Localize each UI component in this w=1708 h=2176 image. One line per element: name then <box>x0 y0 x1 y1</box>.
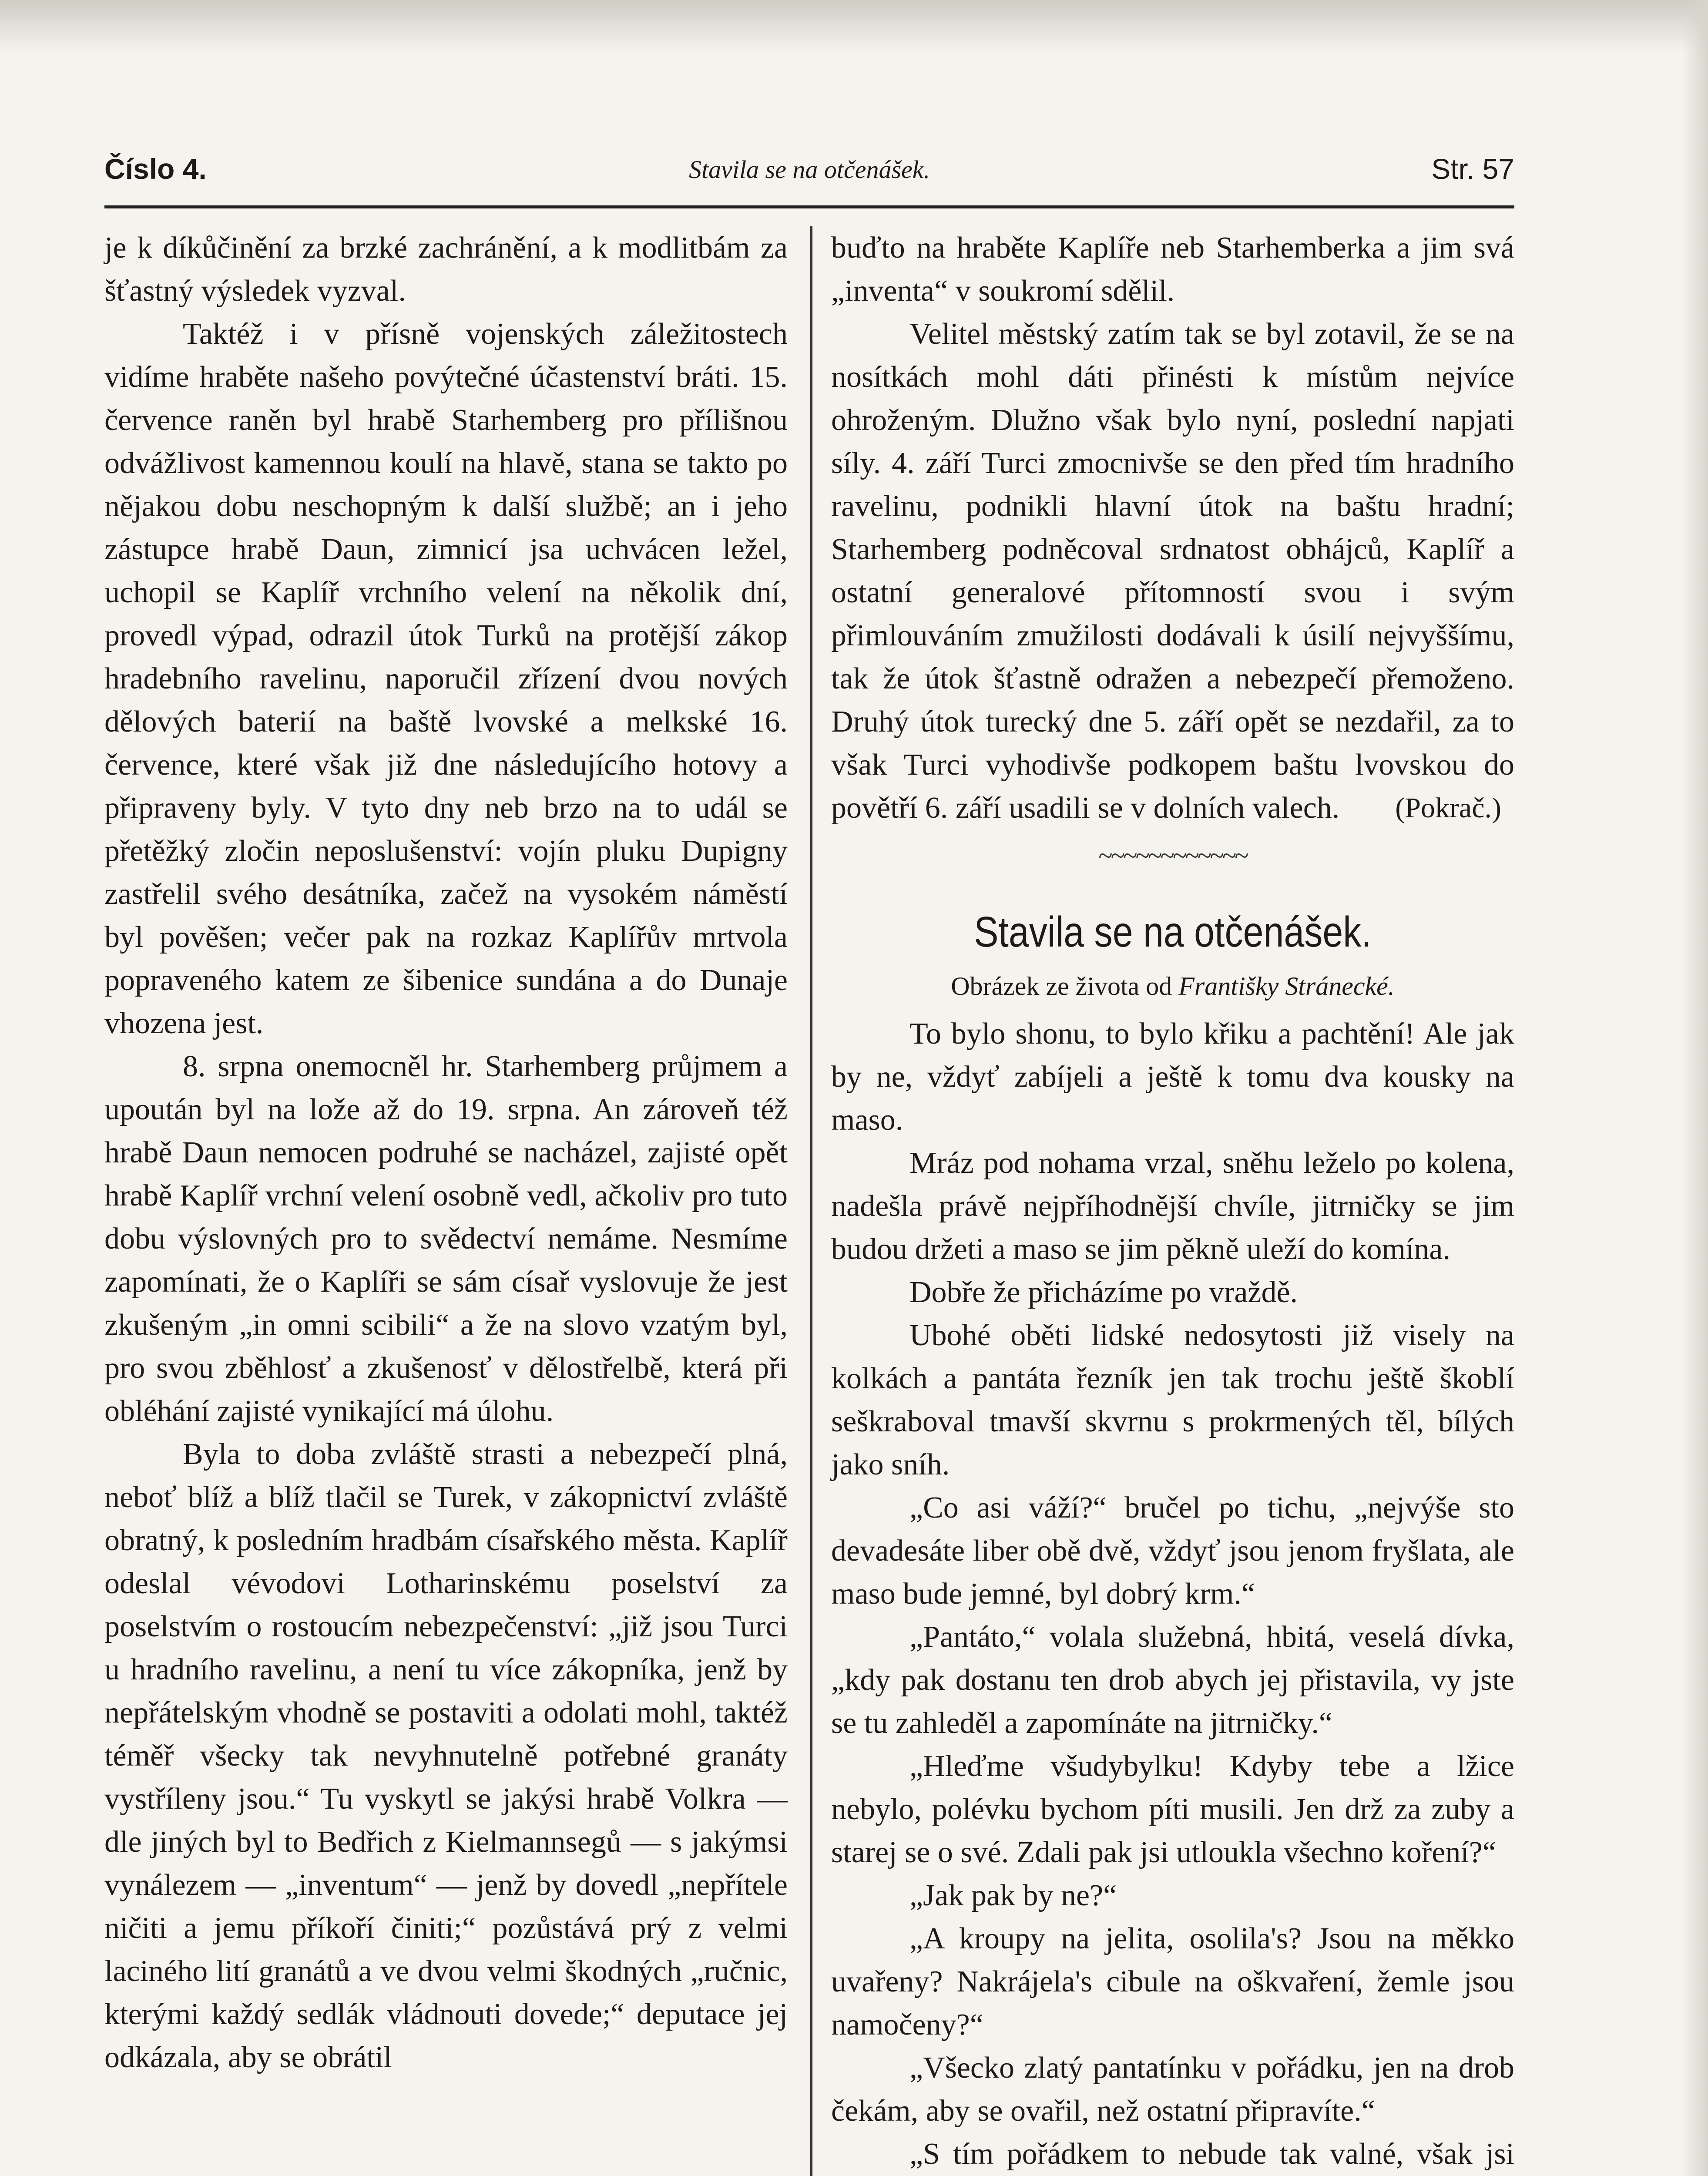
right-column <box>831 226 1514 2176</box>
ornament-divider: ~~~~~~~~~~~~ <box>1098 841 1247 870</box>
paragraph: Dobře že přicházíme po vraždě. <box>909 1276 1298 1309</box>
scan-edge-top <box>0 0 1708 52</box>
paragraph: buďto na hraběte Kaplíře neb Starhemberka a jim svá „inventa“ v soukromí sdělil. <box>831 231 1514 308</box>
paragraph: Velitel městský zatím tak se byl zotavil, že se na nosítkách mohl dáti přinésti k místům nejvíce ohroženým. Dlužno však bylo nyní, poslední napjati síly. 4. září Turci zmocnivše se den před tím hradního ravelinu, podnikli hlavní útok na baštu hradní; Starhemberg podněcoval srdnatost obhájců, Kaplíř a ostatní generalové přítomností svou i svým přimlouváním zmužilosti dodávali k úsilí nejvyššímu, tak že útok šťastně odražen a nebezpečí přemoženo. Druhý útok turecký dne 5. září opět se nezdařil, za to však Turci vyhodivše podkopem baštu lvovskou do povětří 6. září usadili se v dolních valech. <box>831 317 1514 825</box>
paragraph: „Hleďme všudybylku! Kdyby tebe a lžice nebylo, polévku bychom píti musili. Jen drž za zuby a starej se o své. Zdali pak jsi utloukla všechno koření?“ <box>831 1750 1514 1869</box>
left-column <box>104 226 788 2079</box>
header-rule <box>104 205 1514 208</box>
paragraph: Taktéž i v přísně vojenských záležitostech vidíme hraběte našeho povýtečné účastenství bráti. 15. července raněn byl hrabě Starhemberg pro přílišnou odvážlivost kamennou koulí na hlavě, stana se takto po nějakou dobu neschopným k další službě; an i jeho zástupce hrabě Daun, zimnicí jsa uchvácen ležel, uchopil se Kaplíř vrchního velení na několik dní, provedl výpad, odrazil útok Turků na protější zákop hradebního ravelinu, naporučil zřízení dvou nových dělových baterií na baště lvovské a melkské 16. července, které však již dne následujícího hotovy a připraveny byly. V tyto dny neb brzo na to udál se přetěžký zločin neposlušenství: vojín pluku Dupigny zastřelil svého desátníka, začež na vysokém náměstí byl pověšen; večer pak na rozkaz Kaplířův mrtvola popraveného katem ze šibenice sundána a do Dunaje vhozena jest. <box>104 317 788 1040</box>
continued-note: (Pokrač.) <box>1395 792 1501 824</box>
paragraph: „A kroupy na jelita, osolila's? Jsou na měkko uvařeny? Nakrájela's cibule na oškvaření, žemle jsou namočeny?“ <box>831 1922 1514 2042</box>
paragraph: „Všecko zlatý pantatínku v pořádku, jen na drob čekám, aby se ovařil, než ostatní připravíte.“ <box>831 2051 1514 2128</box>
scan-edge-right <box>1682 0 1708 2176</box>
story-title: Stavila se na otčenášek. <box>974 908 1372 956</box>
paragraph: je k díkůčinění za brzké zachránění, a k modlitbám za šťastný výsledek vyzval. <box>104 231 788 308</box>
paragraph: To bylo shonu, to bylo křiku a pachtění! Ale jak by ne, vždyť zabíjeli a ještě k tomu dva kousky na maso. <box>831 1017 1514 1137</box>
paragraph: 8. srpna onemocněl hr. Starhemberg průjmem a upoután byl na lože až do 19. srpna. An zároveň též hrabě Daun nemocen podruhé se nacházel, zajisté opět hrabě Kaplíř vrchní velení osobně vedl, ačkoliv pro tuto dobu výslovných pro to svědectví nemáme. Nesmíme zapomínati, že o Kaplíři se sám císař vyslovuje že jest zkušeným „in omni scibili“ a že na slovo vzatým byl, pro svou zběhlosť a zkušenosť v dělostřelbě, která při obléhání zajisté vynikající má úlohu. <box>104 1050 788 1428</box>
subtitle-prefix: Obrázek ze života od <box>951 972 1172 1001</box>
paragraph: „S tím pořádkem to nebude tak valné, však jsi <box>909 2137 1514 2171</box>
paragraph: „Pantáto,“ volala služebná, hbitá, veselá dívka, „kdy pak dostanu ten drob abych jej přistavila, vy jste se tu zahleděl a zapomínáte na jitrničky.“ <box>831 1620 1514 1740</box>
page-header <box>104 152 1514 209</box>
paragraph: „Co asi váží?“ bručel po tichu, „nejvýše sto devadesáte liber obě dvě, vždyť jsou jenom fryšlata, ale maso bude jemné, byl dobrý krm.“ <box>831 1491 1514 1611</box>
issue-number: Číslo 4. <box>104 153 207 185</box>
story-subtitle <box>831 964 1514 1008</box>
paragraph: Byla to doba zvláště strasti a nebezpečí plná, neboť blíž a blíž tlačil se Turek, v zákopnictví zvláště obratný, k posledním hradbám císařského města. Kaplíř odeslal vévodovi Lotharinskému poselství za poselstvím o rostoucím nebezpečenství: „již jsou Turci u hradního ravelinu, a není tu více zákopníka, jenž by nepřátelským vhodně se postaviti a odolati mohl, taktéž téměř všecky tak nevyhnutelně potřebné granáty vystříleny jsou.“ Tu vyskytl se jakýsi hrabě Volkra — dle jiných byl to Bedřich z Kielmannsegů — s jakýmsi vynálezem — „inventum“ — jenž by dovedl „nepřítele ničiti a jemu příkoří činiti;“ pozůstává prý z velmi laciného lití granátů a ve dvou velmi škodných „ručnic, kterými každý sedlák vládnouti dovede;“ deputace jej odkázala, aby se obrátil <box>104 1437 788 2074</box>
column-divider <box>810 226 812 2176</box>
paragraph: Ubohé oběti lidské nedosytosti již visely na kolkách a pantáta řezník jen tak trochu ještě škoblí seškraboval tmavší skvrnu s prokrmených těl, bílých jako sníh. <box>831 1319 1514 1481</box>
running-title: Stavila se na otčenášek. <box>688 155 930 184</box>
paragraph: Mráz pod nohama vrzal, sněhu leželo po kolena, nadešla právě nejpříhodnější chvíle, jitrničky se jim budou držeti a maso se jim pěkně uleží do komína. <box>831 1146 1514 1266</box>
page-number: Str. 57 <box>1431 153 1514 185</box>
paragraph: „Jak pak by ne?“ <box>909 1879 1117 1912</box>
story-author: Františky Stránecké. <box>1178 972 1395 1001</box>
